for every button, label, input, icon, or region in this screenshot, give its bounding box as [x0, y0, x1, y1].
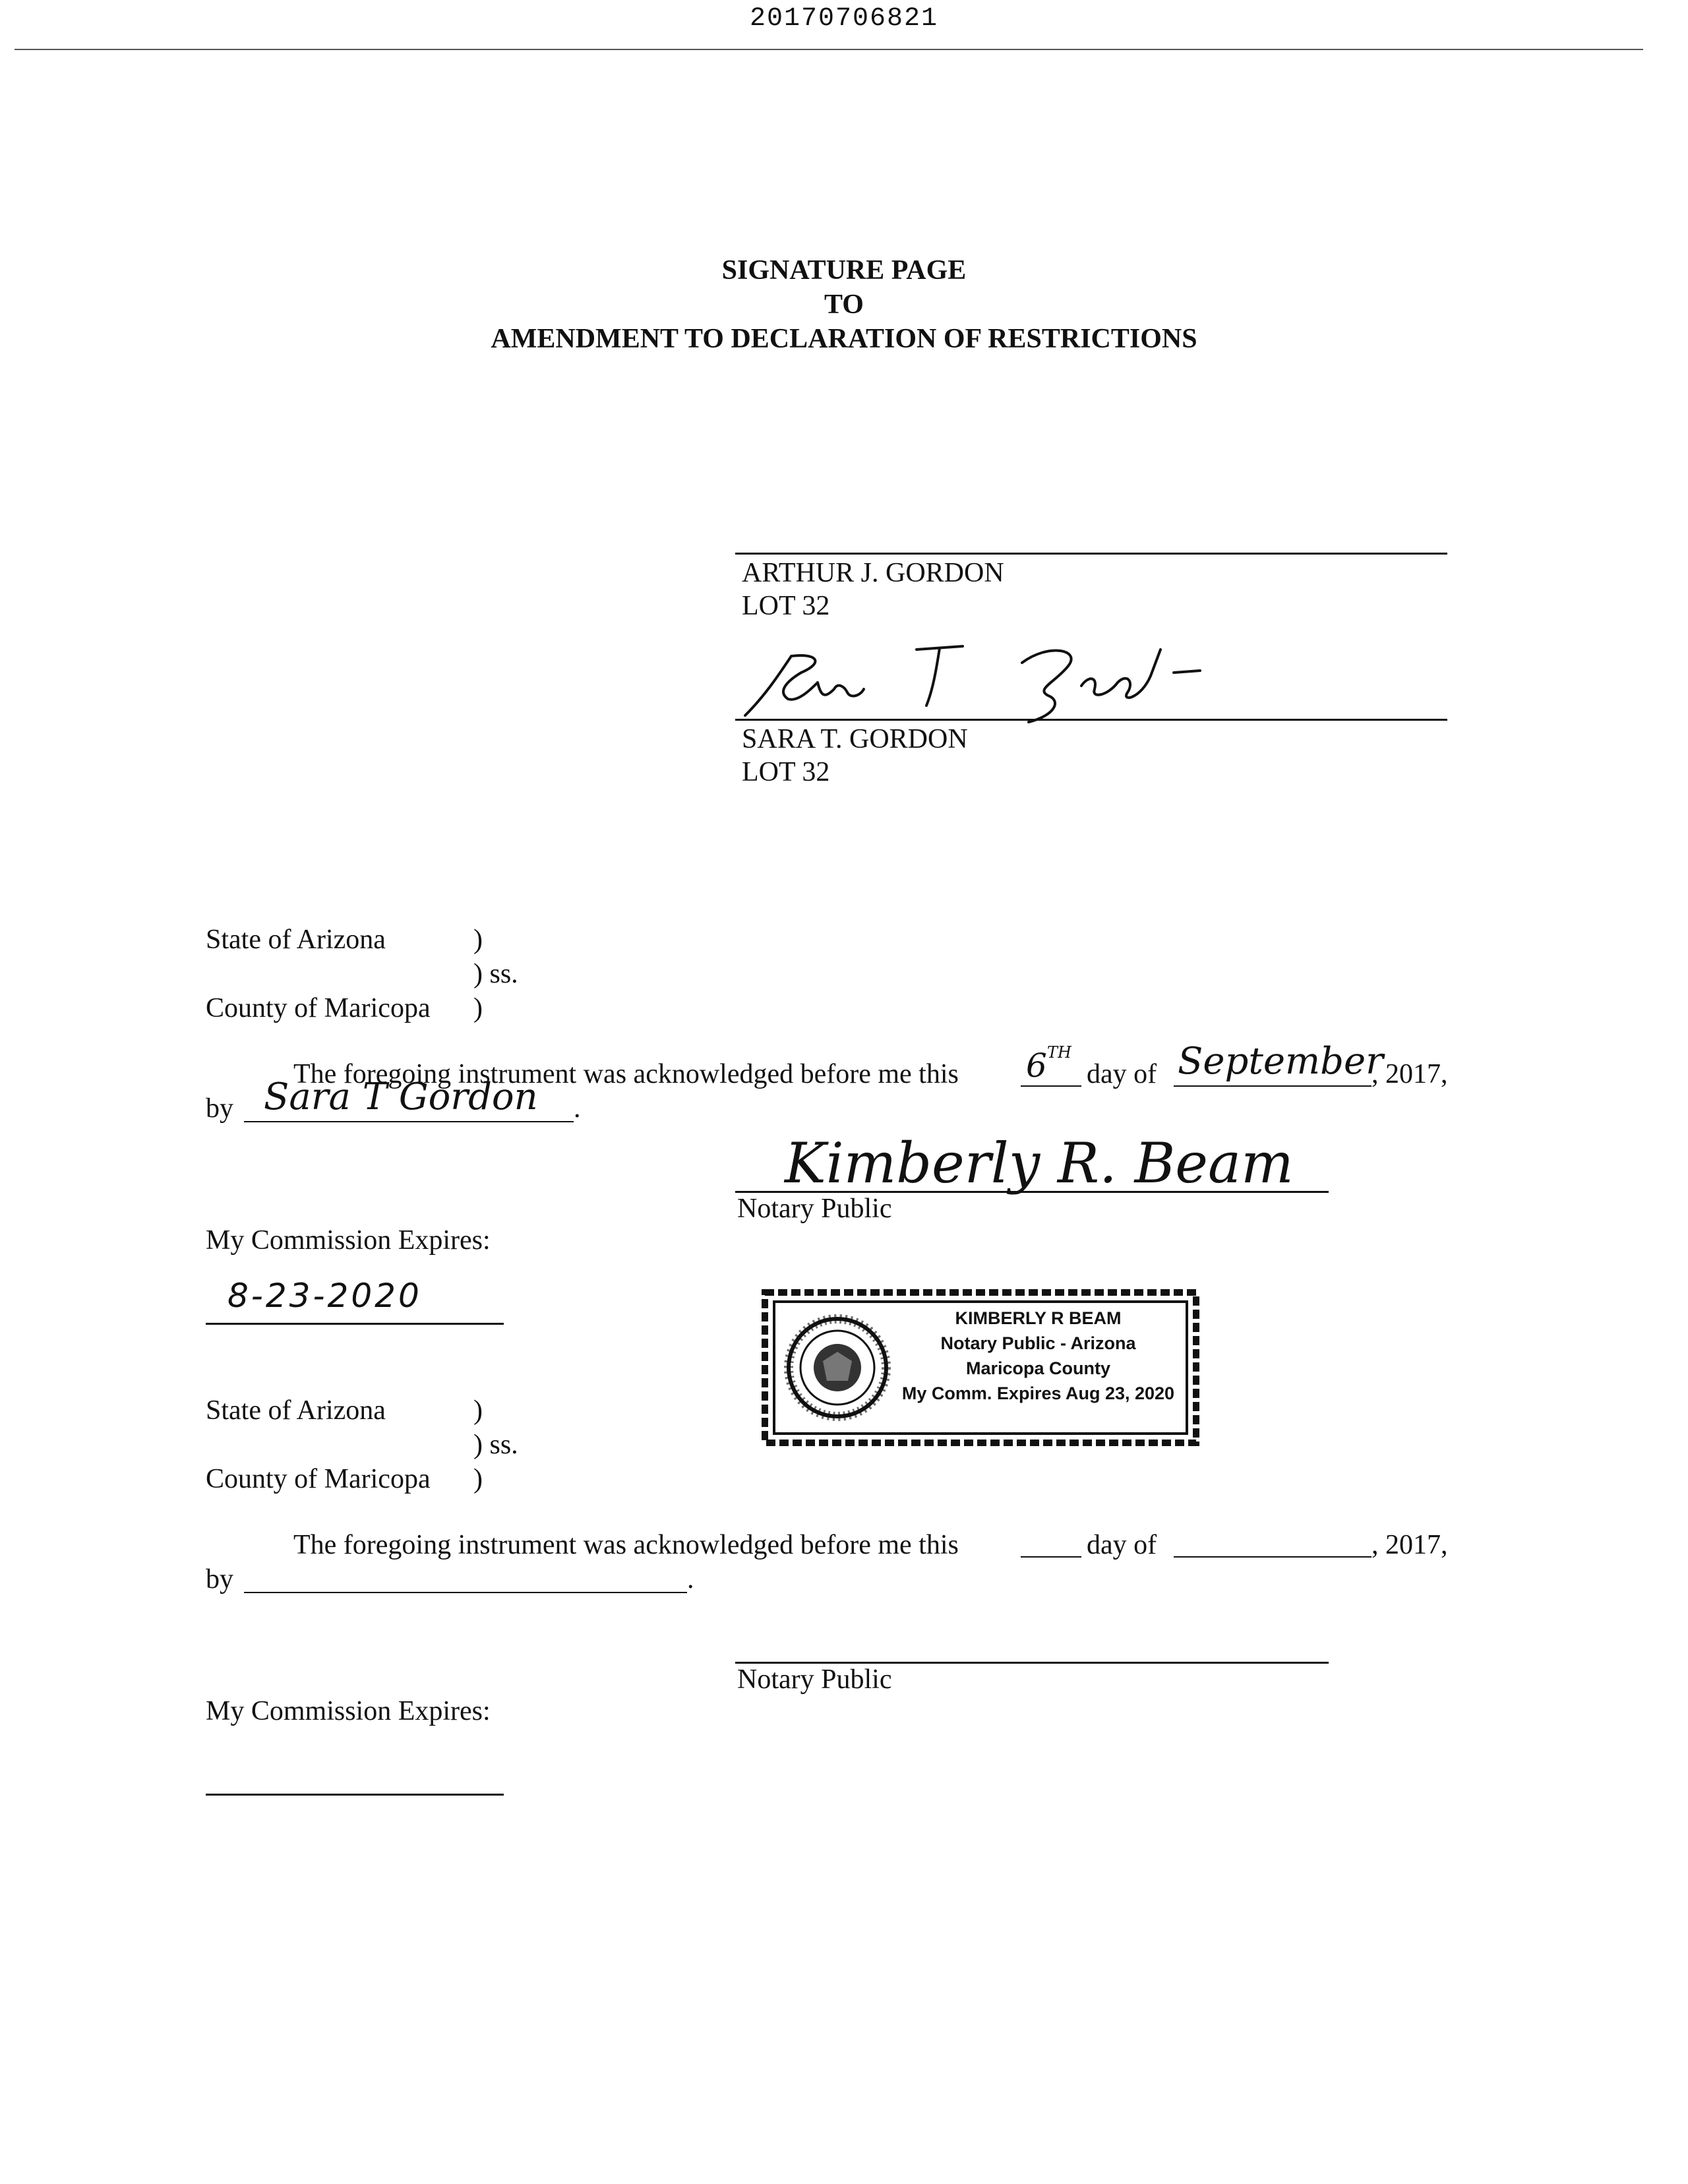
county-label-1: County of Maricopa	[206, 993, 431, 1023]
county-paren-1: )	[473, 993, 483, 1023]
header-divider	[15, 49, 1643, 50]
state-label-2: State of Arizona	[206, 1395, 386, 1426]
signature-line-sara	[735, 719, 1447, 721]
commission-expires-line-1	[206, 1323, 504, 1325]
day-of-label-1: day of	[1087, 1059, 1157, 1089]
notary-signature-kimberly-beam: Kimberly R. Beam	[785, 1131, 1294, 1196]
commission-expires-label-2: My Commission Expires:	[206, 1696, 491, 1726]
year-label-1: , 2017,	[1372, 1059, 1448, 1089]
notary-stamp	[760, 1287, 1201, 1448]
by-period-2: .	[687, 1564, 694, 1594]
title-line-3: AMENDMENT TO DECLARATION OF RESTRICTIONS	[491, 324, 1197, 354]
state-paren-2: )	[473, 1395, 483, 1426]
day-of-label-2: day of	[1087, 1530, 1157, 1560]
by-label-1: by	[206, 1093, 233, 1124]
ss-label-2: ) ss.	[473, 1430, 518, 1460]
county-label-2: County of Maricopa	[206, 1464, 431, 1494]
notary-public-label-1: Notary Public	[737, 1194, 892, 1224]
commission-expires-label-1: My Commission Expires:	[206, 1225, 491, 1256]
ss-label-1: ) ss.	[473, 959, 518, 989]
by-period-1: .	[574, 1093, 581, 1124]
day-blank-1	[1021, 1085, 1081, 1087]
document-number: 20170706821	[749, 4, 939, 34]
day-suffix-1: TH	[1047, 1043, 1071, 1062]
day-blank-2	[1021, 1556, 1081, 1558]
by-blank-2	[244, 1592, 687, 1593]
signer-lot-sara: LOT 32	[742, 757, 830, 787]
stamp-name: KIMBERLY R BEAM	[955, 1308, 1122, 1328]
by-label-2: by	[206, 1564, 233, 1594]
stamp-expiry: My Comm. Expires Aug 23, 2020	[901, 1383, 1175, 1403]
month-blank-2	[1174, 1556, 1372, 1558]
acknowledgment-text-2: The foregoing instrument was acknowledged before me this	[293, 1530, 959, 1560]
commission-expires-date-1: 8-23-2020	[227, 1277, 422, 1315]
county-paren-2: )	[473, 1464, 483, 1494]
year-label-2: , 2017,	[1372, 1530, 1448, 1560]
state-paren-1: )	[473, 925, 483, 955]
by-name-value-1: Sara T Gordon	[264, 1076, 538, 1118]
by-blank-1	[244, 1121, 574, 1122]
title-line-2: TO	[824, 289, 864, 320]
notary-seal-icon	[785, 1315, 890, 1420]
month-blank-1	[1174, 1085, 1372, 1087]
commission-expires-line-2	[206, 1794, 504, 1796]
state-label-1: State of Arizona	[206, 925, 386, 955]
notary-public-label-2: Notary Public	[737, 1664, 892, 1695]
signer-name-arthur: ARTHUR J. GORDON	[742, 558, 1004, 588]
day-value-1: 6	[1026, 1046, 1047, 1085]
signer-name-sara: SARA T. GORDON	[742, 724, 968, 754]
signature-sara-gordon	[738, 636, 1213, 722]
title-line-1: SIGNATURE PAGE	[721, 255, 967, 286]
stamp-county: Maricopa County	[965, 1358, 1111, 1378]
stamp-title: Notary Public - Arizona	[940, 1333, 1136, 1353]
month-value-1: September	[1178, 1040, 1383, 1083]
acknowledgment-text-1: The foregoing instrument was acknowledged before me this	[293, 1059, 959, 1089]
signature-line-arthur	[735, 553, 1447, 555]
signer-lot-arthur: LOT 32	[742, 591, 830, 621]
